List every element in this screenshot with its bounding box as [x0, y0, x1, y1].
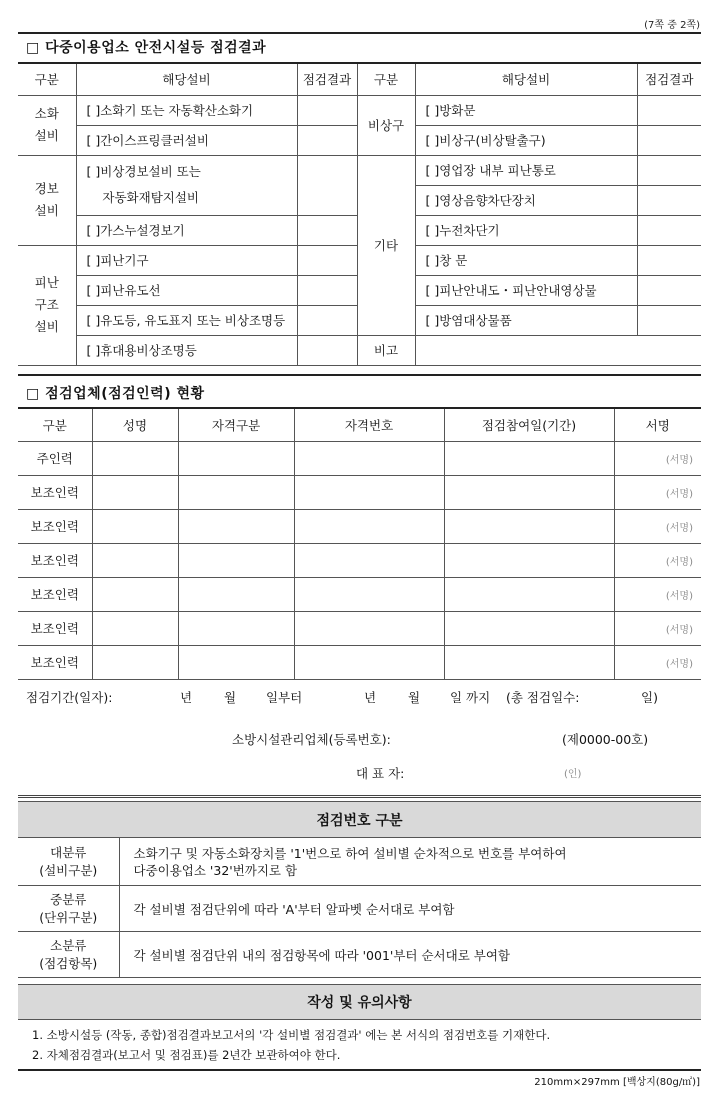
- license-number-field[interactable]: [294, 645, 444, 679]
- participation-date-field[interactable]: [444, 441, 614, 475]
- numbering-label: 소분류 (점검항목): [18, 932, 119, 978]
- qualification-field[interactable]: [178, 611, 294, 645]
- result-cell[interactable]: [637, 125, 701, 155]
- col-header: 자격구분: [178, 408, 294, 441]
- col-header: 해당설비: [76, 63, 297, 95]
- col-header: 점검결과: [637, 63, 701, 95]
- period-label: 점검기간(일자):: [26, 690, 113, 705]
- result-cell[interactable]: [297, 245, 357, 275]
- result-cell[interactable]: [297, 335, 357, 365]
- personnel-table: [18, 407, 701, 680]
- inspection-result-table: [18, 62, 701, 366]
- participation-date-field[interactable]: [444, 509, 614, 543]
- personnel-role: 주인력: [18, 441, 92, 475]
- col-header: 구분: [357, 63, 415, 95]
- notes-box: [18, 1019, 701, 1071]
- result-cell[interactable]: [297, 95, 357, 125]
- seal-field[interactable]: (인): [564, 769, 582, 780]
- section2-title: □ 점검업체(점검인력) 현황: [26, 386, 205, 402]
- equipment-item: [ ]누전차단기: [415, 215, 637, 245]
- name-field[interactable]: [92, 543, 178, 577]
- name-field[interactable]: [92, 441, 178, 475]
- group-label: 경보 설비: [18, 155, 76, 245]
- participation-date-field[interactable]: [444, 577, 614, 611]
- personnel-role: 보조인력: [18, 475, 92, 509]
- result-cell[interactable]: [297, 125, 357, 155]
- equipment-item: [ ]방화문: [415, 95, 637, 125]
- equipment-item: [ ]가스누설경보기: [76, 215, 297, 245]
- equipment-item: [ ]피난기구: [76, 245, 297, 275]
- license-number-field[interactable]: [294, 611, 444, 645]
- personnel-role: 보조인력: [18, 577, 92, 611]
- qualification-field[interactable]: [178, 577, 294, 611]
- qualification-field[interactable]: [178, 475, 294, 509]
- license-number-field[interactable]: [294, 475, 444, 509]
- col-header: 성명: [92, 408, 178, 441]
- equipment-item: [ ]방염대상물품: [415, 305, 637, 335]
- numbering-desc: 각 설비별 점검단위 내의 점검항목에 따라 '001'부터 순서대로 부여함: [119, 932, 701, 978]
- group-label: 소화 설비: [18, 95, 76, 155]
- signature-field[interactable]: (서명): [614, 611, 701, 645]
- col-header: 구분: [18, 63, 76, 95]
- result-cell[interactable]: [637, 275, 701, 305]
- equipment-item: [ ]영업장 내부 피난통로: [415, 155, 637, 185]
- note-item: 1. 소방시설등 (작동, 종합)점검결과보고서의 '각 설비별 점검결과' 에는 본 서식의 점검번호를 기재한다.: [32, 1028, 551, 1042]
- signature-field[interactable]: (서명): [614, 543, 701, 577]
- numbering-desc: 각 설비별 점검단위에 따라 'A'부터 알파벳 순서대로 부여함: [119, 886, 701, 932]
- numbering-desc: 소화기구 및 자동소화장치를 '1'번으로 하여 설비별 순차적으로 번호를 부여하여 다중이용업소 '32'번까지로 함: [119, 838, 701, 886]
- numbering-title: 점검번호 구분: [18, 802, 701, 838]
- equipment-item: [ ]비상구(비상탈출구): [415, 125, 637, 155]
- qualification-field[interactable]: [178, 509, 294, 543]
- signature-field[interactable]: (서명): [614, 645, 701, 679]
- result-cell[interactable]: [637, 185, 701, 215]
- signature-field[interactable]: (서명): [614, 577, 701, 611]
- period-day1: 일부터: [266, 690, 303, 705]
- participation-date-field[interactable]: [444, 475, 614, 509]
- license-number-field[interactable]: [294, 441, 444, 475]
- period-month2: 월: [408, 690, 421, 705]
- remarks-field[interactable]: [415, 335, 701, 365]
- group-label: 피난 구조 설비: [18, 245, 76, 365]
- license-number-field[interactable]: [294, 509, 444, 543]
- signature-field[interactable]: (서명): [614, 509, 701, 543]
- col-header: 자격번호: [294, 408, 444, 441]
- notes-title: 작성 및 유의사항: [18, 984, 701, 1020]
- personnel-role: 보조인력: [18, 543, 92, 577]
- participation-date-field[interactable]: [444, 611, 614, 645]
- section3-top-rule: [18, 795, 701, 798]
- personnel-role: 보조인력: [18, 611, 92, 645]
- period-total-label: (총 점검일수:: [506, 690, 580, 705]
- result-cell[interactable]: [297, 155, 357, 215]
- qualification-field[interactable]: [178, 543, 294, 577]
- name-field[interactable]: [92, 577, 178, 611]
- equipment-item: [ ]피난유도선: [76, 275, 297, 305]
- personnel-role: 보조인력: [18, 645, 92, 679]
- period-year1: 년: [180, 690, 193, 705]
- participation-date-field[interactable]: [444, 645, 614, 679]
- period-year2: 년: [364, 690, 377, 705]
- result-cell[interactable]: [297, 215, 357, 245]
- result-cell[interactable]: [637, 215, 701, 245]
- result-cell[interactable]: [637, 245, 701, 275]
- signature-field[interactable]: (서명): [614, 475, 701, 509]
- equipment-item: [ ]유도등, 유도표지 또는 비상조명등: [76, 305, 297, 335]
- name-field[interactable]: [92, 645, 178, 679]
- numbering-label: 대분류 (설비구분): [18, 838, 119, 886]
- group-label: 비상구: [357, 95, 415, 155]
- col-header: 점검결과: [297, 63, 357, 95]
- signature-field[interactable]: (서명): [614, 441, 701, 475]
- col-header: 해당설비: [415, 63, 637, 95]
- col-header: 서명: [614, 408, 701, 441]
- result-cell[interactable]: [637, 155, 701, 185]
- equipment-item: [ ]소화기 또는 자동확산소화기: [76, 95, 297, 125]
- representative-label: 대 표 자:: [356, 766, 405, 781]
- result-cell[interactable]: [637, 95, 701, 125]
- name-field[interactable]: [92, 475, 178, 509]
- equipment-item: [ ]휴대용비상조명등: [76, 335, 297, 365]
- equipment-item: [ ]피난안내도・피난안내영상물: [415, 275, 637, 305]
- page-number: (7쪽 중 2쪽): [644, 20, 700, 31]
- company-label: 소방시설관리업체(등록번호):: [232, 732, 391, 747]
- qualification-field[interactable]: [178, 441, 294, 475]
- license-number-field[interactable]: [294, 543, 444, 577]
- equipment-item: [ ]비상경보설비 또는 자동화재탐지설비: [76, 155, 297, 215]
- name-field[interactable]: [92, 611, 178, 645]
- company-registration-value[interactable]: (제0000-00호): [562, 732, 649, 747]
- numbering-table: [18, 801, 701, 978]
- equipment-item: [ ]간이스프링클러설비: [76, 125, 297, 155]
- participation-date-field[interactable]: [444, 543, 614, 577]
- numbering-label: 중분류 (단위구분): [18, 886, 119, 932]
- paper-spec: 210mm×297mm [백상지(80g/㎡)]: [534, 1077, 700, 1088]
- period-month1: 월: [224, 690, 237, 705]
- section1-top-rule: [18, 32, 701, 34]
- group-label: 기타: [357, 155, 415, 335]
- equipment-item: [ ]영상음향차단장치: [415, 185, 637, 215]
- result-cell[interactable]: [637, 305, 701, 335]
- note-item: 2. 자체점검결과(보고서 및 점검표)를 2년간 보관하여야 한다.: [32, 1048, 341, 1062]
- qualification-field[interactable]: [178, 645, 294, 679]
- section2-top-rule: [18, 374, 701, 376]
- period-day2: 일 까지: [450, 690, 491, 705]
- section1-title: □ 다중이용업소 안전시설등 점검결과: [26, 40, 267, 56]
- col-header: 점검참여일(기간): [444, 408, 614, 441]
- personnel-role: 보조인력: [18, 509, 92, 543]
- equipment-item: [ ]창 문: [415, 245, 637, 275]
- license-number-field[interactable]: [294, 577, 444, 611]
- remarks-label: 비고: [357, 335, 415, 365]
- result-cell[interactable]: [297, 275, 357, 305]
- col-header: 구분: [18, 408, 92, 441]
- period-total-unit: 일): [641, 690, 658, 705]
- name-field[interactable]: [92, 509, 178, 543]
- result-cell[interactable]: [297, 305, 357, 335]
